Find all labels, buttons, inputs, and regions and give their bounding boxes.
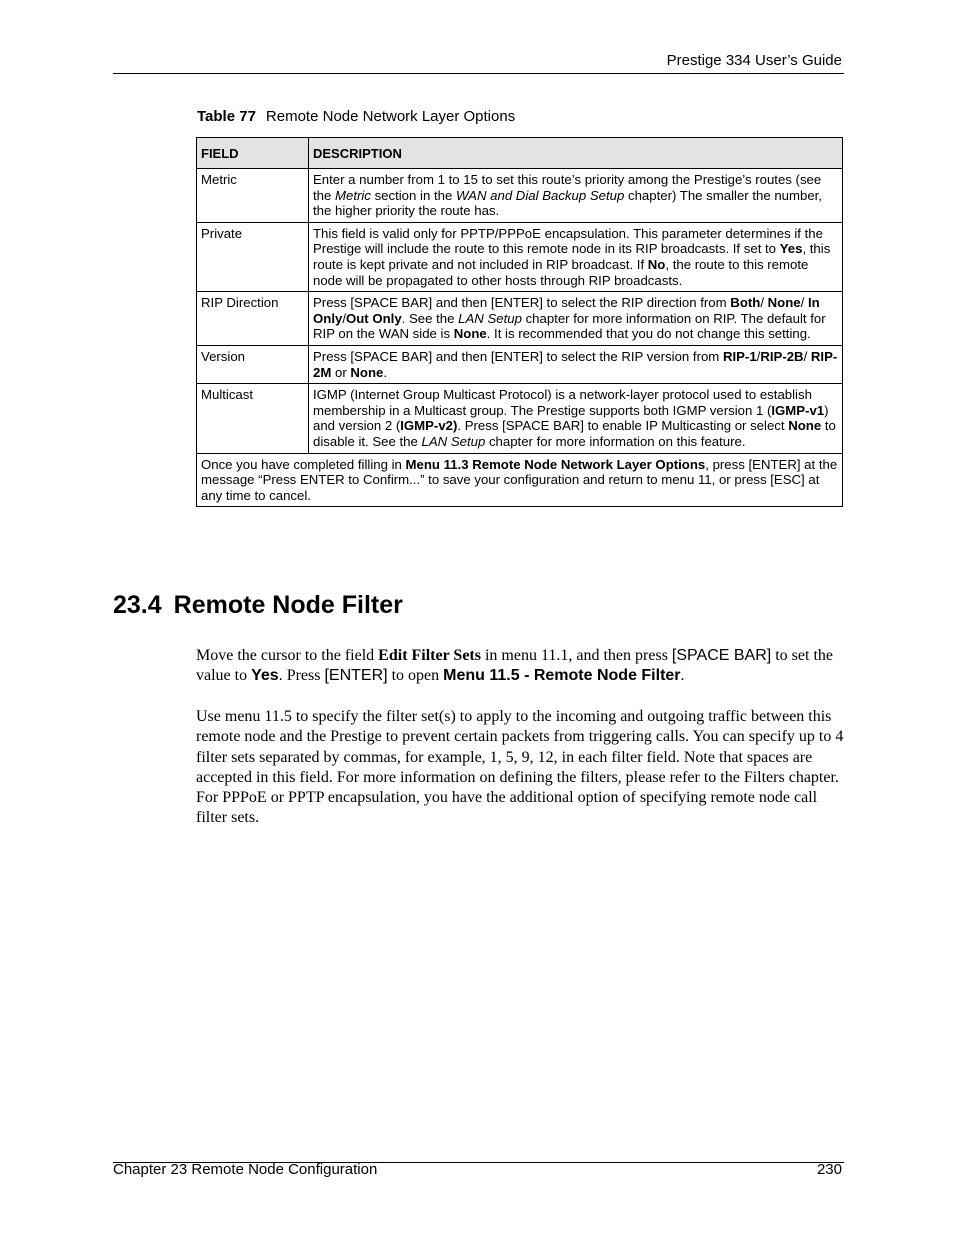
table-row-version [197, 345, 843, 383]
table-header-row [197, 138, 843, 169]
footer-page-number: 230 [816, 1161, 842, 1178]
section-heading [113, 591, 403, 620]
description-cell: IGMP (Internet Group Multicast Protocol) is a network-layer protocol used to establish membership in a Multicast group. The Prestige supports both IGMP version 1 (IGMP-v1) and version 2 (IGMP-v2). Press [SPACE BAR] to enable IP Multicasting or select None to disable it. See the LAN Setup chapter for more information on this feature. [309, 384, 843, 453]
body-paragraph-2: Use menu 11.5 to specify the filter set(s) to apply to the incoming and outgoing traffic between this remote node and the Prestige to prevent certain packets from triggering calls. You can specify up to 4 filter sets separated by commas, for example, 1, 5, 9, 12, in each filter field. Note that spaces are accepted in this field. For more information on defining the filters, please refer to the Filters chapter. For PPPoE or PPTP encapsulation, you have the additional option of specifying remote node call filter sets. [196, 708, 844, 827]
description-cell: This field is valid only for PPTP/PPPoE encapsulation. This parameter determines if the Prestige will include the route to this remote node in its RIP broadcasts. If set to Yes, this route is kept private and not included in RIP broadcast. If No, the route to this remote node will be propagated to other hosts through RIP broadcasts. [309, 222, 843, 291]
footer-chapter: Chapter 23 Remote Node Configuration [113, 1161, 378, 1178]
section-title: Remote Node Filter [173, 591, 403, 619]
table-caption-title: Remote Node Network Layer Options [265, 108, 516, 125]
field-cell: Version [197, 345, 309, 383]
table-row-private [197, 222, 843, 291]
field-cell: RIP Direction [197, 292, 309, 346]
table-footer-note: Once you have completed filling in Menu 11.3 Remote Node Network Layer Options, press [ENTER] at the message “Press ENTER to Confirm...” to save your configuration and return to menu 11, or press [ESC] at any time to cancel. [197, 453, 843, 507]
description-cell: Press [SPACE BAR] and then [ENTER] to select the RIP direction from Both/ None/ In Only/Out Only. See the LAN Setup chapter for more information on RIP. The default for RIP on the WAN side is None. It is recommended that you do not change this setting. [309, 292, 843, 346]
field-cell: Private [197, 222, 309, 291]
column-header-description: DESCRIPTION [309, 138, 843, 169]
field-cell: Multicast [197, 384, 309, 453]
field-cell: Metric [197, 169, 309, 223]
table-footer-row [197, 453, 843, 507]
options-table [196, 137, 843, 507]
description-cell: Enter a number from 1 to 15 to set this route’s priority among the Prestige’s routes (see the Metric section in the WAN and Dial Backup Setup chapter) The smaller the number, the higher priority the route has. [309, 169, 843, 223]
description-cell: Press [SPACE BAR] and then [ENTER] to select the RIP version from RIP-1/RIP-2B/ RIP-2M or None. [309, 345, 843, 383]
table-row-metric [197, 169, 843, 223]
section-number: 23.4 [113, 591, 162, 619]
column-header-field: FIELD [197, 138, 309, 169]
table-caption-number: Table 77 [197, 108, 256, 125]
body-paragraph-1: Move the cursor to the field Edit Filter Sets in menu 11.1, and then press [SPACE BAR] to set the value to Yes. Press [ENTER] to open Menu 11.5 - Remote Node Filter. [196, 647, 833, 685]
table-row-multicast [197, 384, 843, 453]
running-header-title: Prestige 334 User’s Guide [666, 52, 842, 69]
table-row-rip-direction [197, 292, 843, 346]
table-caption [197, 108, 515, 125]
header-rule [113, 73, 844, 74]
